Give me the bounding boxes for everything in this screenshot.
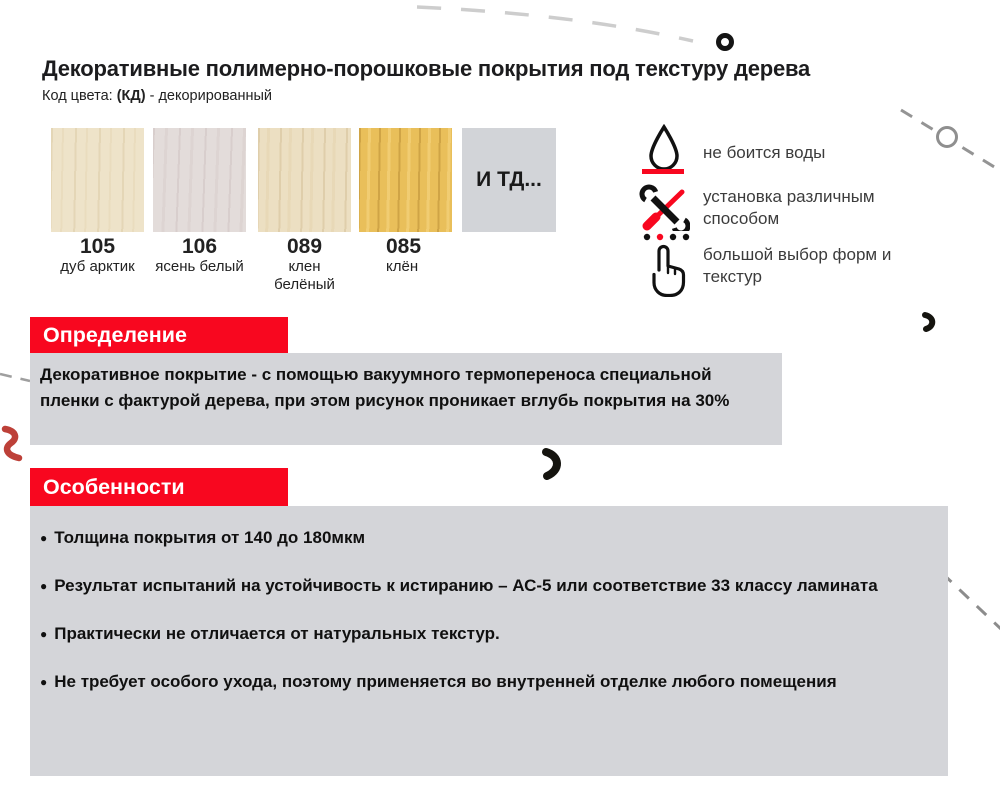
bullet-text: Не требует особого ухода, поэтому применяется во внутренней отделке любого помещения bbox=[54, 672, 837, 691]
bullet-dot: ● bbox=[40, 579, 48, 593]
bullet-text: Толщина покрытия от 140 до 180мкм bbox=[54, 528, 366, 547]
feature-bullet bbox=[40, 520, 928, 556]
subtitle-suffix: - декорированный bbox=[149, 88, 272, 104]
bullet-text: Результат испытаний на устойчивость к истиранию – АС-5 или соответствие 33 классу ламината bbox=[54, 576, 878, 595]
swatch-105-label bbox=[51, 236, 144, 276]
bullet-text: Практически не отличается от натуральных текстур. bbox=[54, 624, 500, 643]
swatch-code: 089 bbox=[286, 235, 323, 258]
comma-shape-small bbox=[925, 315, 932, 329]
dots-row bbox=[643, 233, 695, 241]
swatch-105-image bbox=[51, 128, 144, 232]
page-title: Декоративные полимерно-порошковые покрытия под текстуру дерева bbox=[42, 56, 811, 81]
swatch-name: дуб арктик bbox=[60, 258, 135, 275]
more-swatches-box: И ТД... bbox=[462, 128, 556, 232]
feature-label-water: не боится воды bbox=[703, 143, 826, 162]
feature-label-forms: большой выбор форм и текстур bbox=[703, 245, 892, 286]
red-underline bbox=[642, 169, 684, 174]
donut-dot-icon bbox=[719, 36, 732, 49]
swatch-name: клён bbox=[386, 258, 419, 275]
swatch-089-label bbox=[258, 236, 351, 294]
subtitle-code: (КД) bbox=[116, 88, 146, 104]
definition-heading: Определение bbox=[30, 317, 288, 353]
swatch-106-image bbox=[153, 128, 246, 232]
left-dashed-line bbox=[0, 374, 30, 381]
swatch-105 bbox=[51, 128, 144, 275]
swatch-name: ясень белый bbox=[155, 258, 244, 275]
features-heading: Особенности bbox=[30, 468, 288, 506]
swatch-085-image bbox=[359, 128, 452, 232]
swatch-code: 085 bbox=[386, 235, 422, 258]
water-drop-icon bbox=[646, 124, 682, 172]
tap-hand-icon bbox=[644, 243, 690, 297]
tools-icon bbox=[638, 183, 690, 231]
swatch-089-image bbox=[258, 128, 351, 232]
swatch-085 bbox=[359, 128, 452, 275]
definition-text: Декоративное покрытие - с помощью вакуумного термопереноса специальной пленки с фактурой дерева, при этом рисунок проникает вглубь покрытия на 30% bbox=[40, 365, 730, 410]
bullet-dot: ● bbox=[40, 627, 48, 641]
bullet-dot: ● bbox=[40, 675, 48, 689]
feature-label-install: установка различным способом bbox=[703, 187, 875, 228]
color-code-subtitle bbox=[42, 88, 272, 104]
swatch-106 bbox=[153, 128, 246, 275]
feature-bullet bbox=[40, 616, 928, 652]
bullet-dot: ● bbox=[40, 531, 48, 545]
swatch-code: 106 bbox=[181, 235, 218, 258]
feature-bullet bbox=[40, 568, 928, 604]
features-panel bbox=[30, 506, 948, 776]
top-dashed-line bbox=[417, 7, 693, 41]
swatch-089 bbox=[258, 128, 351, 293]
red-squiggle bbox=[5, 429, 19, 458]
swatch-085-label bbox=[359, 236, 452, 276]
definition-panel bbox=[30, 353, 782, 445]
swatch-code: 105 bbox=[79, 235, 116, 258]
subtitle-prefix: Код цвета: bbox=[42, 88, 113, 104]
bottomright-dashed-line bbox=[942, 573, 1000, 630]
comma-shape-large bbox=[546, 452, 557, 476]
feature-bullet bbox=[40, 664, 928, 700]
swatch-name: клен белёный bbox=[274, 258, 335, 293]
swatch-106-label bbox=[153, 236, 246, 276]
